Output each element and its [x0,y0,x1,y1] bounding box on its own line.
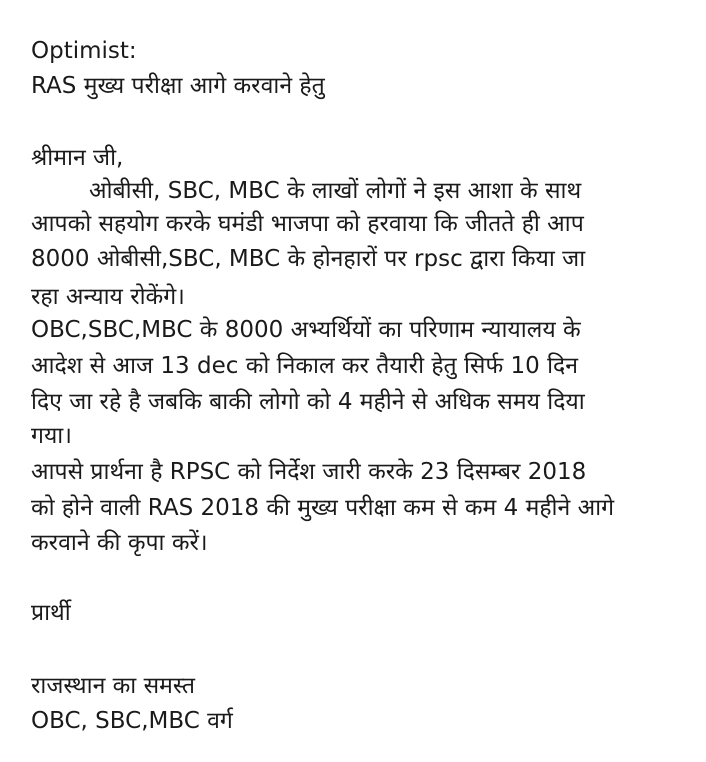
body-line: रहा अन्याय रोकेंगे। [31,284,185,310]
body-line: को होने वाली RAS 2018 की मुख्य परीक्षा कम से कम 4 महीने आगे [31,495,615,521]
letter-salutation: श्रीमान जी, [31,145,124,171]
letter-subject: RAS मुख्य परीक्षा आगे करवाने हेतु [31,73,325,99]
body-line: आदेश से आज 13 dec को निकाल कर तैयारी हेतु सिर्फ 10 दिन [31,353,579,379]
body-line: OBC,SBC,MBC के 8000 अभ्यर्थियों का परिणाम न्यायालय के [31,317,581,343]
signature-line-1: राजस्थान का समस्त [31,673,195,699]
body-line: ओबीसी, SBC, MBC के लाखों लोगों ने इस आशा के साथ [89,178,582,204]
letter-heading: Optimist: [31,38,137,64]
body-line: करवाने की कृपा करें। [31,530,208,556]
letter-closing: प्रार्थी [31,600,71,626]
body-line: 8000 ओबीसी,SBC, MBC के होनहारों पर rpsc द्वारा किया जा [31,246,586,272]
body-line: दिए जा रहे है जबकि बाकी लोगो को 4 महीने से अधिक समय दिया [31,389,585,415]
signature-line-2: OBC, SBC,MBC वर्ग [31,708,233,734]
body-line: गया। [31,423,72,449]
body-line: आपसे प्रार्थना है RPSC को निर्देश जारी करके 23 दिसम्बर 2018 [31,459,587,485]
body-line: आपको सहयोग करके घमंडी भाजपा को हरवाया कि जीतते ही आप [31,211,584,237]
